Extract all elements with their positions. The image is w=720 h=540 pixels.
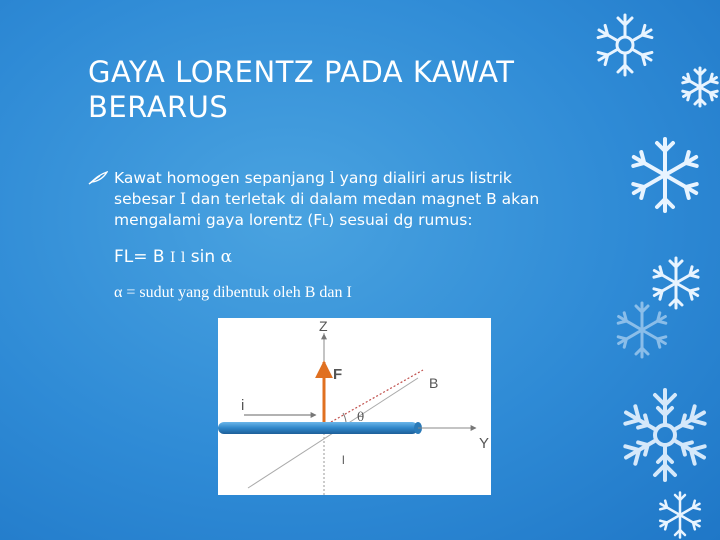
bullet-paragraph (88, 168, 628, 232)
wire (218, 422, 418, 434)
label-f: F (333, 366, 343, 383)
diagram-svg (218, 318, 491, 495)
label-z: Z (319, 318, 328, 334)
bullet-line-3: mengalami gaya lorentz (FL) sesuai dg rumus: (114, 211, 473, 229)
angle-note: α = sudut yang dibentuk oleh B dan I (114, 284, 352, 301)
snowflake-icon (612, 300, 672, 360)
slide-title: GAYA LORENTZ PADA KAWAT BERARUS (88, 55, 515, 124)
label-l: l (342, 453, 345, 467)
snowflake-icon (640, 490, 720, 540)
label-theta: θ (357, 410, 365, 424)
label-i: i (241, 397, 245, 414)
snowflake-icon (625, 135, 705, 215)
lorentz-formula: FL= B I l sin α (114, 247, 233, 267)
feather-bullet-icon (88, 170, 108, 186)
snowflake-icon (678, 65, 720, 109)
bullet-line-2: sebesar I dan terletak di dalam medan magnet B akan (114, 190, 540, 208)
lorentz-diagram (218, 318, 491, 495)
snowflake-icon (615, 385, 715, 485)
label-b: B (429, 375, 439, 391)
label-y: Y (479, 435, 490, 452)
bullet-line-1: Kawat homogen sepanjang l yang dialiri arus listrik (114, 169, 512, 187)
